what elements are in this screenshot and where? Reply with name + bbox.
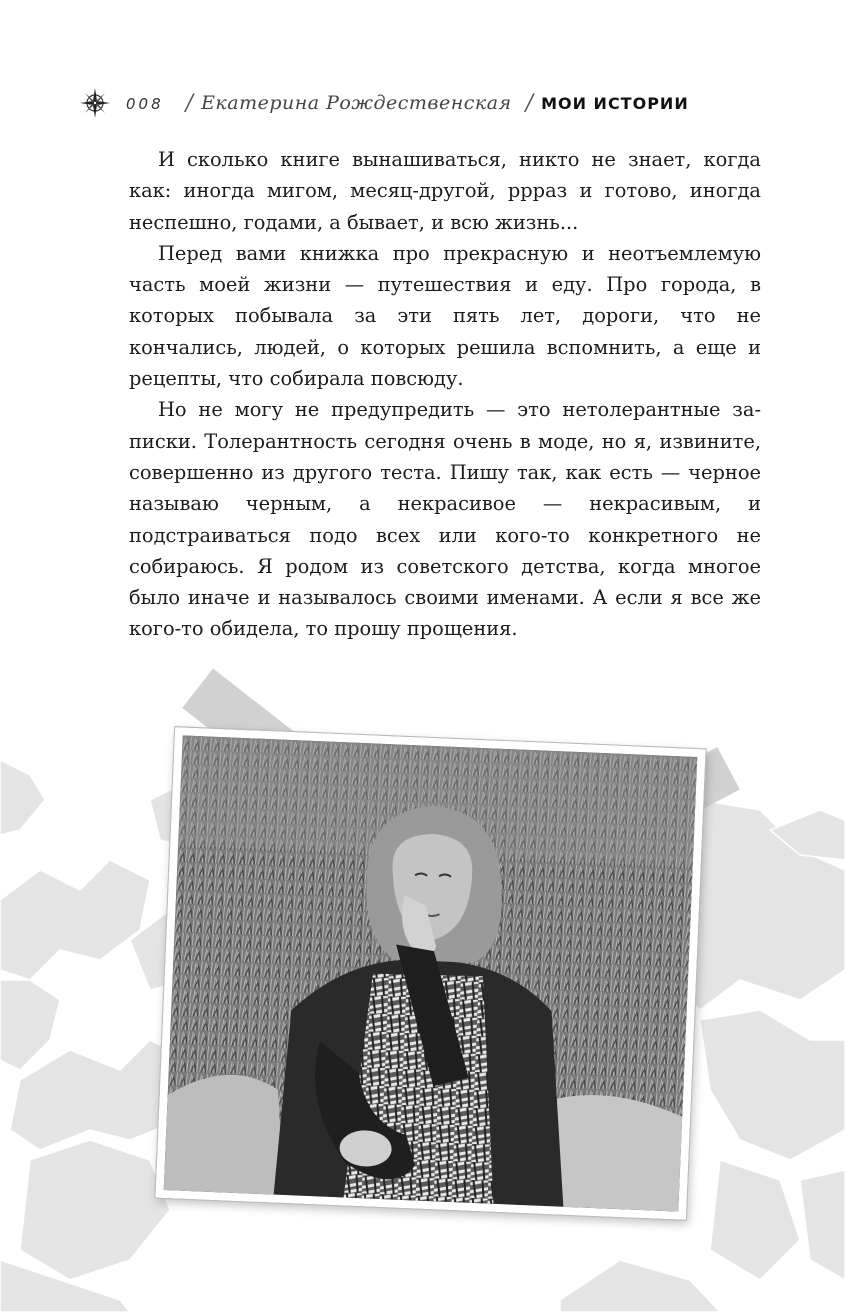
body-text	[129, 144, 761, 645]
portrait-photo-image	[164, 735, 698, 1211]
paragraph: И сколько книге вынашиваться, никто не знает, когда как: иногда мигом, месяц-другой, рррaз и готово, иногда неспешно, годами, а бывает, и всю жизнь...	[129, 148, 761, 234]
running-header	[76, 86, 776, 120]
header-separator: /	[525, 90, 534, 116]
author-photo	[155, 727, 705, 1220]
header-separator: /	[185, 90, 194, 116]
paragraph: Перед вами книжка про прекрасную и неотъемлемую часть моей жизни — путешествия и еду. Про города, в которых побывала за эти пять лет, дороги, что не кончались, людей, о которых решила вспомнить, а еще и рецепты, что собирала повсюду.	[129, 241, 761, 391]
author-name: Екатерина Рождественская	[201, 92, 512, 114]
page-number: 008	[126, 95, 164, 113]
paragraph: Но не могу не предупредить — это нетолерантные записки. Толерантность сегодня очень в моде, но я, извините, совершенно из другого теста. Пишу так, как есть — черное называю черным, а некрасивое — некрасивым, и подстраиваться подо всех или кого-то конкретного не собираюсь. Я родом из советского детства, когда многое было иначе и называлось своими именами. А если я все же кого-то обидела, то прошу прощения.	[129, 398, 761, 641]
book-title: МОИ ИСТОРИИ	[541, 93, 689, 113]
compass-rose-icon	[76, 86, 114, 120]
